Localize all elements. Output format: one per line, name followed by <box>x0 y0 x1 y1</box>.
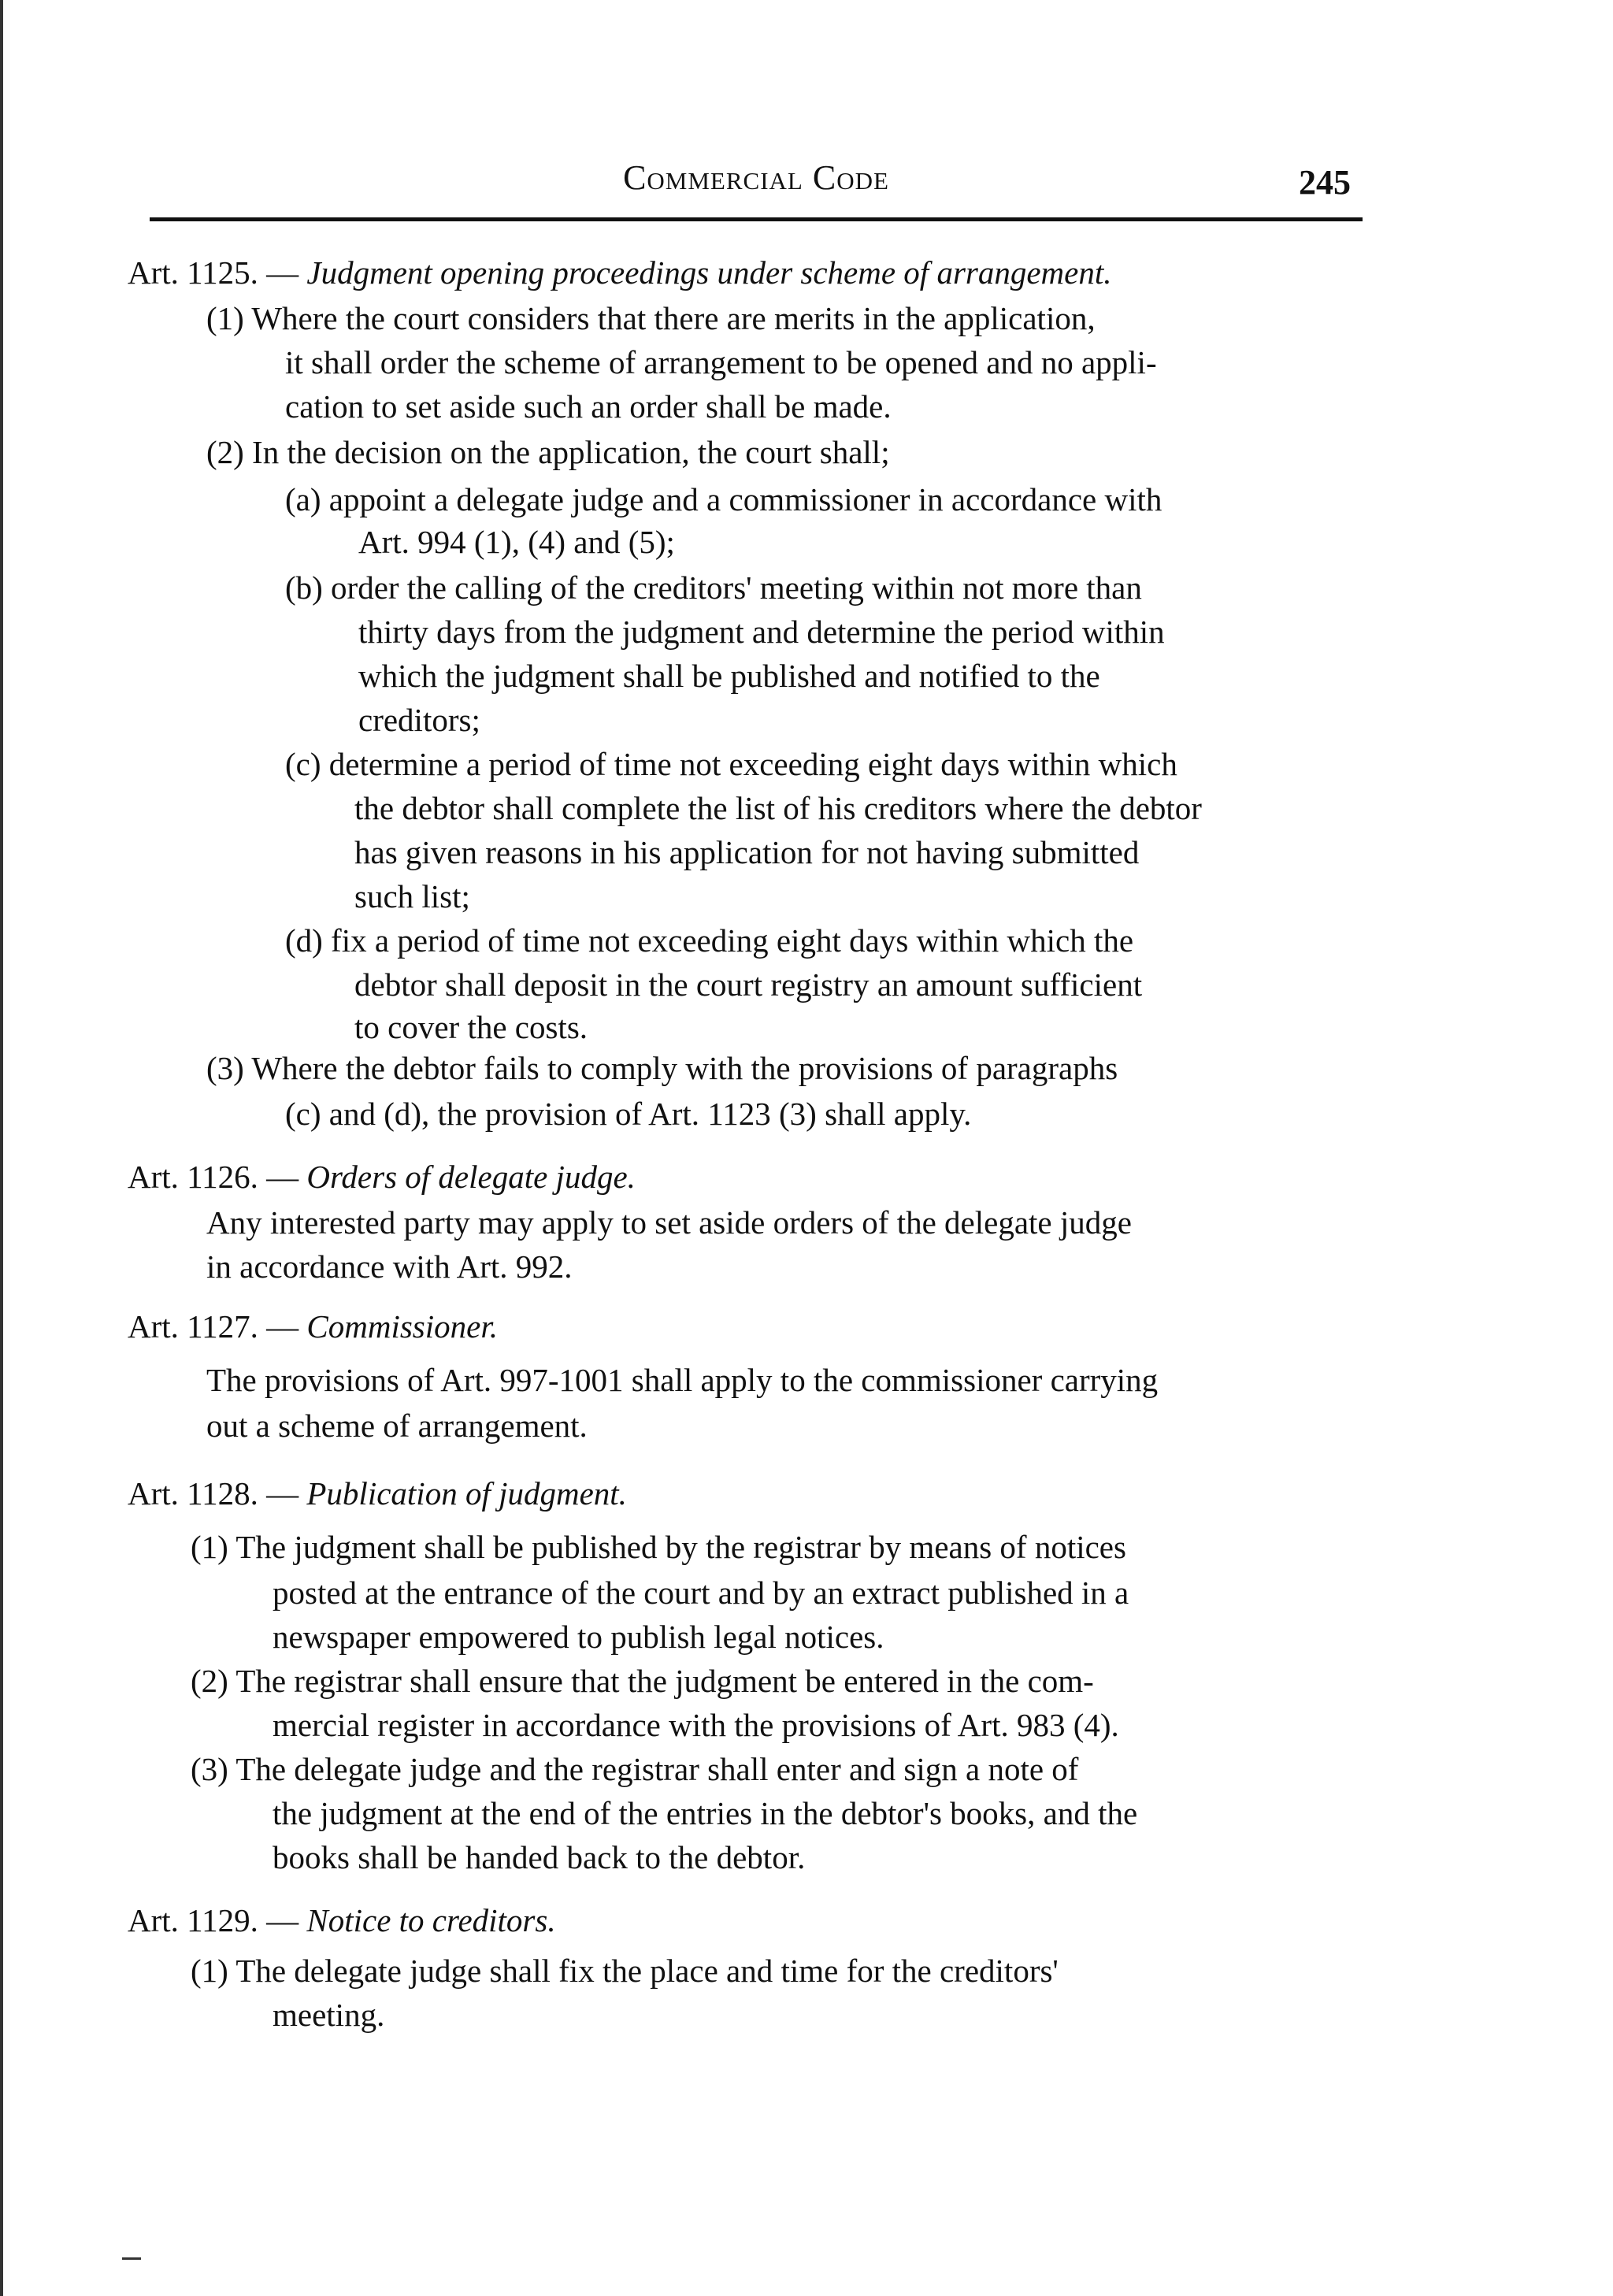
paragraph-line: The provisions of Art. 997-1001 shall apply to the commissioner carrying <box>206 1362 1159 1398</box>
article-heading <box>128 1158 636 1196</box>
paragraph-line: (c) and (d), the provision of Art. 1123 (3) shall apply. <box>285 1096 972 1132</box>
paragraph-line: Art. 994 (1), (4) and (5); <box>358 524 675 560</box>
paragraph-line: cation to set aside such an order shall be made. <box>285 388 892 425</box>
article-heading <box>128 254 1112 291</box>
paragraph-line: out a scheme of arrangement. <box>206 1408 588 1444</box>
header-title: Commercial Code <box>623 158 889 197</box>
article-title: Judgment opening proceedings under scheme of arrangement. <box>306 254 1112 291</box>
paragraph-line: (2) In the decision on the application, the court shall; <box>206 434 890 470</box>
paragraph-line: newspaper empowered to publish legal notices. <box>273 1619 884 1655</box>
paragraph-line: (3) Where the debtor fails to comply with the provisions of paragraphs <box>206 1050 1118 1086</box>
paragraph-line: mercial register in accordance with the provisions of Art. 983 (4). <box>273 1707 1119 1743</box>
paragraph-line: the judgment at the end of the entries in the debtor's books, and the <box>273 1795 1138 1831</box>
scan-mark <box>122 2257 141 2260</box>
article-dash: — <box>266 1475 299 1512</box>
page-number: 245 <box>1299 163 1351 202</box>
paragraph-line: (d) fix a period of time not exceeding eight days within which the <box>285 922 1134 959</box>
article-title: Orders of delegate judge. <box>306 1159 636 1195</box>
article-heading <box>128 1307 498 1345</box>
paragraph-line: it shall order the scheme of arrangement to be opened and no appli- <box>285 344 1157 380</box>
article-heading <box>128 1901 556 1939</box>
paragraph-line: (b) order the calling of the creditors' meeting within not more than <box>285 569 1142 606</box>
article-number: Art. 1129. <box>128 1902 258 1938</box>
article-number: Art. 1125. <box>128 254 258 291</box>
paragraph-line: meeting. <box>273 1997 385 2033</box>
paragraph-line: creditors; <box>358 702 480 738</box>
paragraph-line: to cover the costs. <box>354 1009 588 1045</box>
running-header <box>150 158 1363 221</box>
paragraph-line: (3) The delegate judge and the registrar shall enter and sign a note of <box>191 1751 1079 1787</box>
paragraph-line: has given reasons in his application for not having submitted <box>354 834 1140 870</box>
article-heading <box>128 1474 627 1512</box>
paragraph-line: Any interested party may apply to set aside orders of the delegate judge <box>206 1204 1132 1241</box>
article-number: Art. 1126. <box>128 1159 258 1195</box>
article-title: Commissioner. <box>306 1308 499 1345</box>
article-number: Art. 1128. <box>128 1475 258 1512</box>
header-rule <box>150 217 1363 221</box>
paragraph-line: (1) The judgment shall be published by the registrar by means of notices <box>191 1529 1126 1565</box>
scan-edge <box>0 0 3 2296</box>
paragraph-line: posted at the entrance of the court and by an extract published in a <box>273 1575 1129 1611</box>
paragraph-line: such list; <box>354 878 470 914</box>
paragraph-line: books shall be handed back to the debtor. <box>273 1839 806 1875</box>
paragraph-line: debtor shall deposit in the court registry an amount sufficient <box>354 966 1143 1003</box>
article-dash: — <box>266 254 299 291</box>
paragraph-line: (c) determine a period of time not exceeding eight days within which <box>285 746 1177 782</box>
article-number: Art. 1127. <box>128 1308 258 1345</box>
paragraph-line: in accordance with Art. 992. <box>206 1248 573 1285</box>
paragraph-line: (1) Where the court considers that there are merits in the application, <box>206 300 1096 336</box>
article-dash: — <box>266 1308 299 1345</box>
article-dash: — <box>266 1159 299 1195</box>
article-title: Publication of judgment. <box>306 1475 627 1512</box>
article-dash: — <box>266 1902 299 1938</box>
paragraph-line: (2) The registrar shall ensure that the judgment be entered in the com- <box>191 1663 1094 1699</box>
paragraph-line: the debtor shall complete the list of his creditors where the debtor <box>354 790 1202 826</box>
paragraph-line: thirty days from the judgment and determine the period within <box>358 614 1165 650</box>
paragraph-line: (a) appoint a delegate judge and a commissioner in accordance with <box>285 481 1162 517</box>
article-title: Notice to creditors. <box>306 1902 556 1938</box>
paragraph-line: which the judgment shall be published and notified to the <box>358 658 1100 694</box>
paragraph-line: (1) The delegate judge shall fix the place and time for the creditors' <box>191 1953 1059 1989</box>
